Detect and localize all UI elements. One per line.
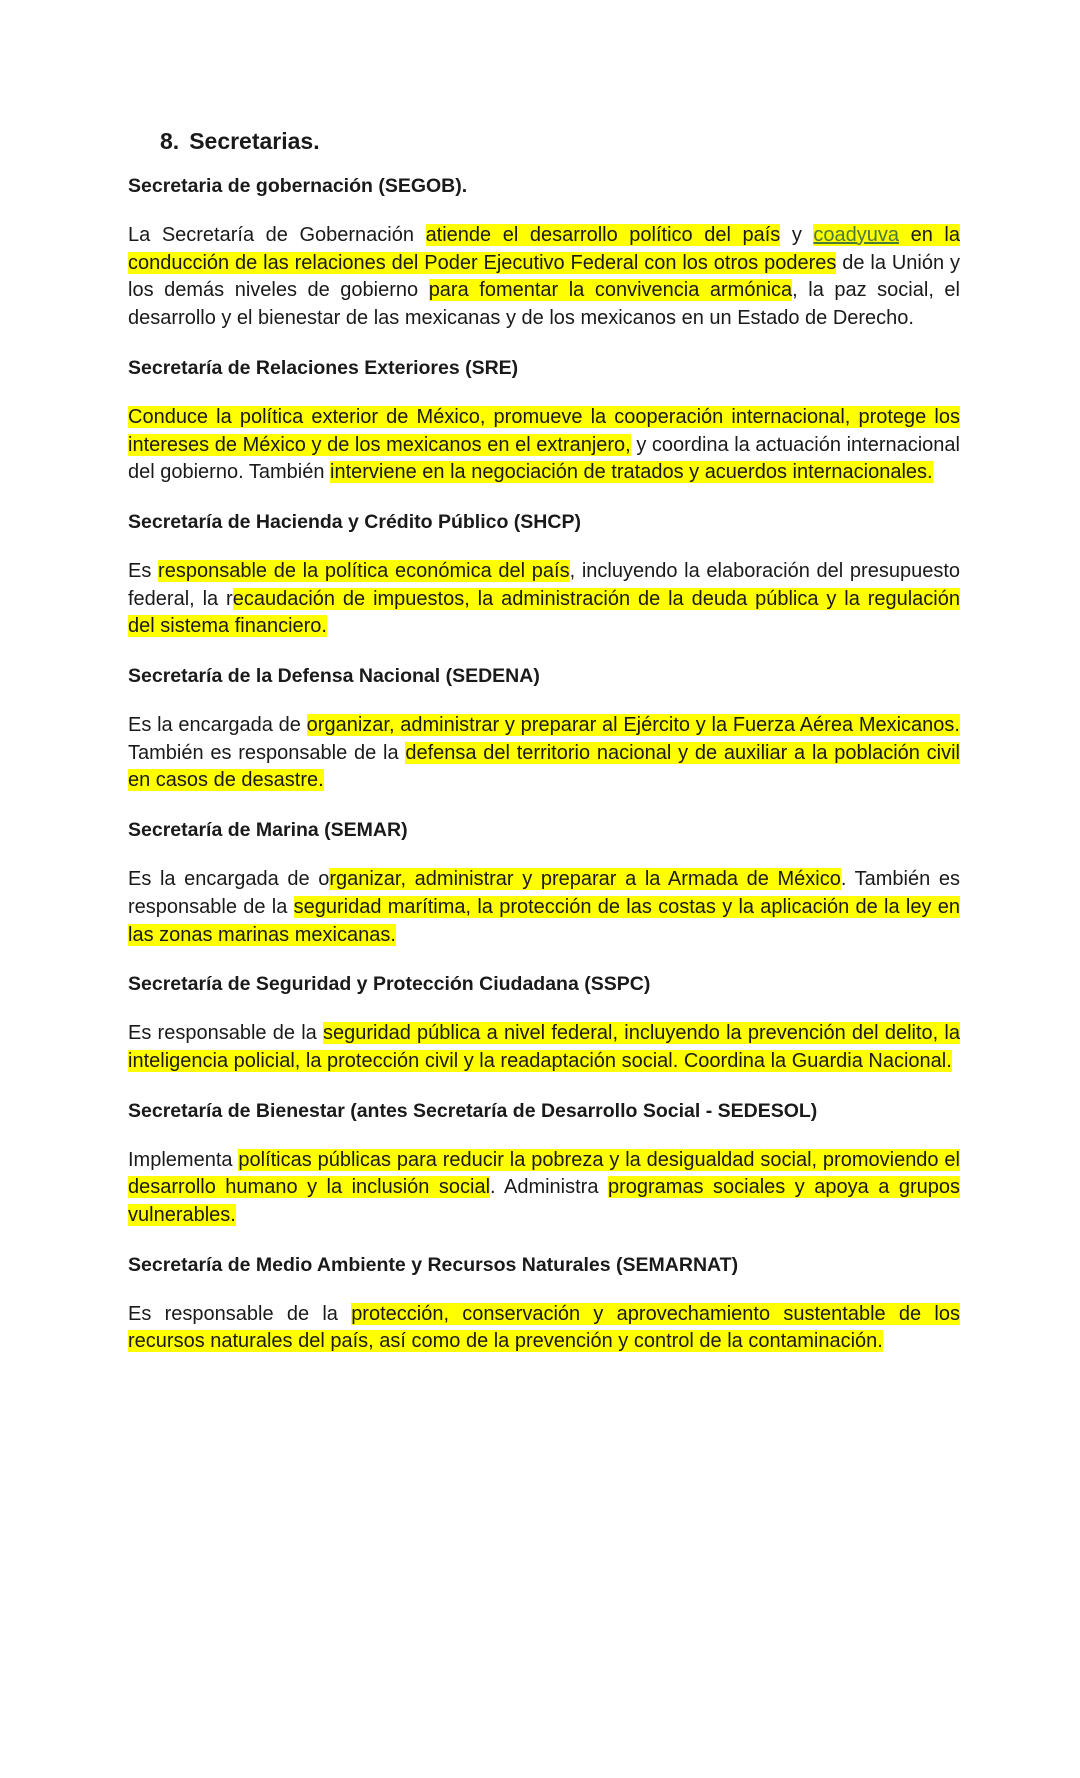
body-text: de la Unión y los demás niveles de gobierno: [128, 251, 960, 302]
body-text: También es responsable de la: [128, 741, 406, 764]
secretaria-section: [128, 355, 960, 487]
secretaria-section: [128, 173, 960, 333]
highlighted-text: Conduce la política exterior de México, promueve la cooperación internacional, protege los intereses de México y de los mexicanos en el extranjero,: [128, 405, 960, 456]
highlighted-text: rganizar, administrar y preparar a la Armada de México: [329, 868, 841, 891]
body-text: . También es responsable de la: [128, 868, 960, 918]
highlighted-text: seguridad marítima, la protección de las costas y la aplicación de la ley en las zonas marinas mexicanas.: [128, 895, 960, 946]
body-text: Implementa: [128, 1148, 239, 1171]
section-title: [160, 126, 960, 156]
secretaria-heading: Secretaría de Seguridad y Protección Ciudadana (SSPC): [128, 973, 651, 996]
secretaria-description: [128, 1147, 960, 1230]
document-page: [128, 126, 960, 1378]
highlighted-text: en la conducción de las relaciones del Poder Ejecutivo Federal con los otros poderes: [128, 224, 960, 274]
secretaria-section: [128, 663, 960, 795]
highlighted-text: interviene en la negociación de tratados y acuerdos internacionales.: [330, 461, 933, 484]
highlighted-text: para fomentar la convivencia armónica: [428, 279, 793, 302]
body-text: , la paz social, el desarrollo y el bienestar de las mexicanas y de los mexicanos en un Estado de Derecho.: [128, 279, 960, 330]
secretaria-heading: Secretaría de Medio Ambiente y Recursos Naturales (SEMARNAT): [128, 1253, 739, 1276]
secretarias-list: [128, 173, 960, 1356]
section-number: 8.: [160, 128, 180, 154]
secretaria-heading: Secretaría de Relaciones Exteriores (SRE): [128, 356, 519, 379]
highlighted-text: organizar, administrar y preparar al Ejército y la Fuerza Aérea Mexicanos.: [306, 714, 960, 737]
secretaria-heading: Secretaría de Marina (SEMAR): [128, 819, 408, 842]
highlighted-text: atiende el desarrollo político del país: [425, 224, 781, 246]
secretaria-description: [128, 404, 960, 487]
body-text: Es responsable de la: [128, 1022, 323, 1045]
body-text: y coordina la actuación internacional del gobierno. También: [128, 433, 960, 484]
secretaria-description: [128, 222, 960, 333]
secretaria-section: [128, 817, 960, 949]
secretaria-description: [128, 866, 960, 949]
secretaria-section: [128, 1252, 960, 1356]
secretaria-section: [128, 1098, 960, 1230]
body-text: Es la encargada de o: [128, 868, 330, 891]
body-text: Es la encargada de: [128, 714, 307, 737]
secretaria-description: [128, 1301, 960, 1356]
hyperlink-text[interactable]: coadyuva: [813, 224, 900, 246]
secretaria-section: [128, 971, 960, 1075]
body-text: . Administra: [490, 1176, 608, 1199]
section-title-text: Secretarias.: [189, 128, 320, 154]
secretaria-heading: Secretaría de Hacienda y Crédito Público (SHCP): [128, 510, 581, 533]
highlighted-text: programas sociales y apoya a grupos vulnerables.: [128, 1176, 960, 1227]
secretaria-section: [128, 509, 960, 641]
highlighted-text: protección, conservación y aprovechamiento sustentable de los recursos naturales del país, así como de la prevención y control de la contaminación.: [128, 1302, 960, 1353]
highlighted-text: ecaudación de impuestos, la administración de la deuda pública y la regulación del sistema financiero.: [128, 587, 960, 638]
body-text: Es: [128, 559, 159, 582]
highlighted-text: políticas públicas para reducir la pobreza y la desigualdad social, promoviendo el desarrollo humano y la inclusión social: [128, 1148, 960, 1199]
secretaria-heading: Secretaría de Bienestar (antes Secretaría de Desarrollo Social - SEDESOL): [128, 1099, 818, 1122]
secretaria-description: [128, 712, 960, 795]
secretaria-heading: Secretaría de la Defensa Nacional (SEDENA): [128, 665, 540, 688]
secretaria-description: [128, 1020, 960, 1075]
body-text: La Secretaría de Gobernación: [128, 224, 426, 246]
highlighted-text: [813, 224, 899, 246]
secretaria-heading: Secretaria de gobernación (SEGOB).: [128, 175, 468, 197]
highlighted-text: defensa del territorio nacional y de auxiliar a la población civil en casos de desastre.: [128, 741, 960, 792]
body-text: Es responsable de la: [128, 1302, 352, 1325]
highlighted-text: seguridad pública a nivel federal, incluyendo la prevención del delito, la inteligencia policial, la protección civil y la readaptación social. Coordina la Guardia Nacional.: [128, 1022, 960, 1072]
secretaria-description: [128, 558, 960, 641]
highlighted-text: responsable de la política económica del país: [158, 559, 570, 582]
body-text: , incluyendo la elaboración del presupuesto federal, la r: [128, 559, 960, 610]
body-text: y: [780, 224, 814, 246]
